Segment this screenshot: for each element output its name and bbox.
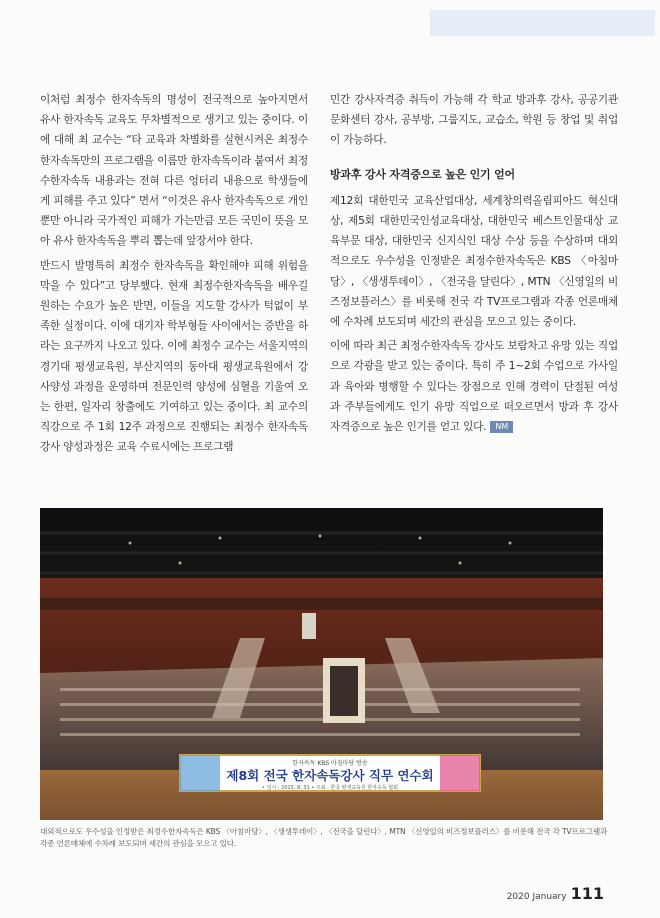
- right-paragraph-3-text: 이에 따라 최근 최정수한자속독 강사도 보람차고 유망 있는 직업으로 각광을 받고 있는 중이다. 특히 주 1~2회 수업으로 가사일과 육아와 병행할 수 있다는 장점으로 인해 경력이 단절된 여성과 주부들에게도 인기 유망 직업으로 떠오르면서 방과 후 강사 자격증으로 높은 인기를 얻고 있다.: [330, 340, 618, 434]
- auditorium-photo-illustration: [40, 508, 603, 820]
- photo-caption: 대외적으로도 우수성을 인정받은 최정수한자속독은 KBS 〈아침마당〉, 〈생생투데이〉, 〈전국을 달린다〉, MTN 〈신영일의 비즈정보플러스〉를 비롯해 전국 각 TV프로그램과 각종 언론매체에 수차례 보도되며 세간의 관심을 모으고 있다.: [40, 827, 608, 848]
- banner-sub-text: • 일시 : 2015. 8. 31 • 주최 : 한국 평생교육원 한자속독 협회: [262, 785, 398, 791]
- section-subheading: 방과후 강사 자격증으로 높은 인기 얻어: [330, 167, 515, 181]
- right-paragraph-2: 제12회 대한민국 교육산업대상, 세계창의력올림피아드 혁신대상, 제5회 대한민국인성교육대상, 대한민국 베스트인물대상 교육부문 대상, 대한민국 신지식인 대상 수상 등을 수상하며 대외적으로도 우수성을 인정받은 최정수한자속독은 KBS 〈아침마당〉, 〈생생투데이〉, 〈전국을 달린다〉, MTN 〈신영일의 비즈정보플러스〉를 비롯해 전국 각 TV프로그램과 각종 언론매체에 수차례 보도되며 세간의 관심을 모으고 있는 중이다.: [330, 194, 618, 329]
- right-paragraph-1: 민간 강사자격증 취득이 가능해 각 학교 방과후 강사, 공공기관문화센터 강사, 공부방, 그룹지도, 교습소, 학원 등 창업 및 취업이 가능하다.: [330, 94, 618, 147]
- banner-top-text: 한자속독 KBS 아침마당 방송: [292, 760, 368, 767]
- end-mark-badge: NM: [490, 421, 513, 433]
- header-band: [430, 10, 655, 36]
- group-photo: [40, 508, 603, 820]
- page-number: 111: [570, 884, 604, 903]
- left-column: [40, 90, 308, 462]
- right-paragraph-3: [330, 336, 618, 437]
- banner-title-text: 제8회 전국 한자속독강사 직무 연수회: [226, 768, 434, 783]
- left-paragraph-1: 이처럼 최정수 한자속독의 명성이 전국적으로 높아지면서 유사 한자속독 교육도 무차별적으로 생기고 있는 중이다. 이에 대해 최 교수는 “타 교육과 차별화를 실현시켜온 최정수한자속독만의 프로그램을 이름만 한자속독이라 붙여서 최정수한자속독 내용과는 전혀 다른 엉터리 내용으로 학생들에게 피해를 주고 있다” 면서 “이것은 유사 한자속독으로 개인뿐만 아니라 국가적인 피해가 가는만큼 모든 국민이 뜻을 모아 유사 한자속독을 뿌리 뽑는데 앞장서야 한다.: [40, 94, 308, 248]
- issue-date: 2020 January: [506, 892, 567, 902]
- page-footer: [507, 884, 604, 903]
- right-column: [330, 90, 618, 441]
- left-paragraph-2: 반드시 발명특허 최정수 한자속독을 확인해야 피해 위험을 막을 수 있다”고 당부했다. 현재 최정수한자속독을 배우길 원하는 수요가 높은 반면, 이들을 지도할 강사가 턱없이 부족한 실정이다. 이에 대기자 학부형들 사이에서는 증반을 하라는 요구까지 나오고 있다. 이에 최정수 교수는 서울지역의 경기대 평생교육원, 부산지역의 동아대 평생교육원에서 강사양성 과정을 운영하며 전문인력 양성에 심혈을 기울여 오는 한편, 일자리 창출에도 기여하고 있는 중이다. 최 교수의 직강으로 주 1회 12주 과정으로 진행되는 최정수 한자속독 강사 양성과정은 교육 수료시에는 프로그램: [40, 259, 308, 454]
